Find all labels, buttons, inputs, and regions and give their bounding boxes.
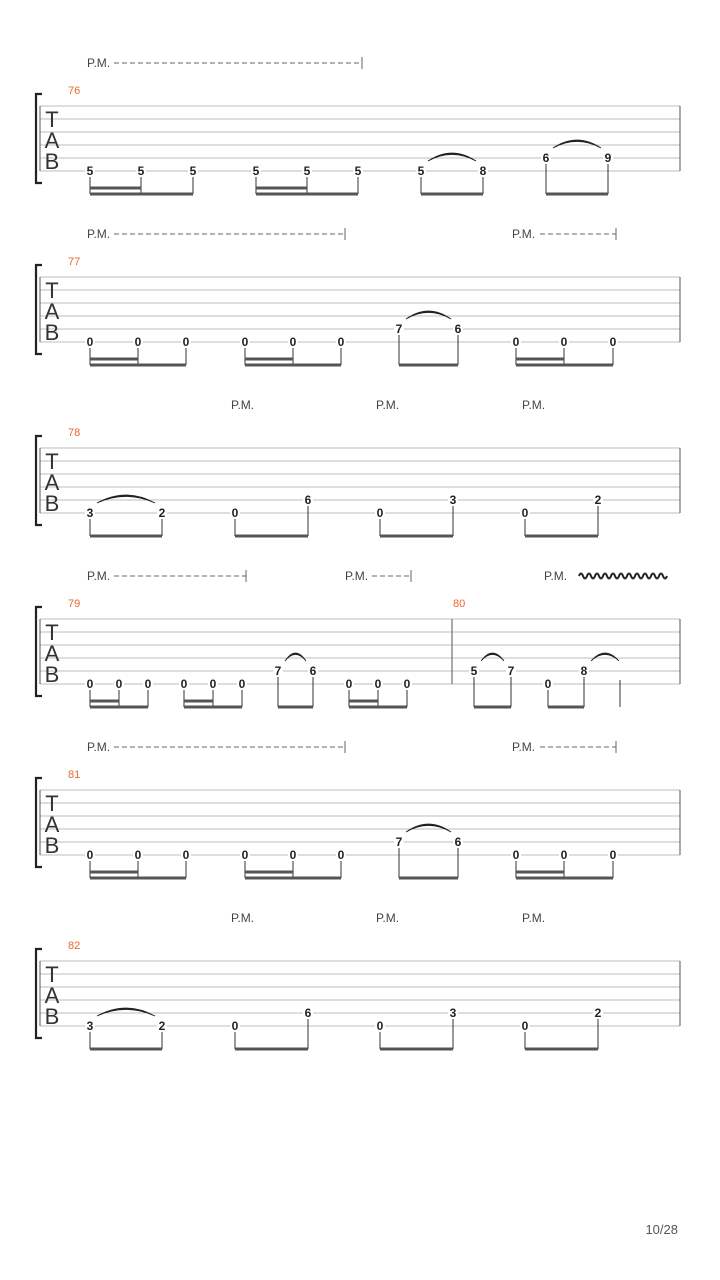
beam-group [85,848,191,878]
slur [553,140,601,148]
tab-clef-b: B [44,320,60,345]
fret-number: 7 [395,835,403,849]
measure-number: 80 [453,598,466,610]
fret-number: 0 [134,848,142,862]
tab-clef-t: T [45,107,59,132]
fret-number: 0 [337,848,345,862]
fret-number: 0 [374,677,382,691]
fret-number: 0 [403,677,411,691]
fret-number: 5 [417,164,425,178]
fret-number: 6 [304,493,312,507]
system-bracket [36,265,42,354]
fret-number: 5 [470,664,478,678]
fret-number: 0 [241,335,249,349]
palm-mute-label: P.M. [345,569,369,583]
tab-clef-a: A [44,812,60,837]
beam-group [230,493,313,536]
palm-mute-label: P.M. [376,911,400,925]
fret-number: 0 [144,677,152,691]
fret-number: 0 [182,848,190,862]
fret-number: 7 [395,322,403,336]
fret-number: 3 [449,1006,457,1020]
fret-number: 8 [479,164,487,178]
fret-number: 0 [376,506,384,520]
beam-group [543,653,620,707]
fret-number: 2 [594,1006,602,1020]
beam-group [375,493,458,536]
fret-number: 6 [309,664,317,678]
fret-number: 9 [604,151,612,165]
fret-number: 0 [241,848,249,862]
tab-system [36,740,680,878]
fret-number: 0 [231,1019,239,1033]
fret-number: 6 [542,151,550,165]
slur [97,495,155,503]
beam-group [85,495,167,536]
measure-number: 81 [68,769,81,781]
palm-mute-label: P.M. [512,740,536,754]
slur [428,153,476,161]
fret-number: 7 [274,664,282,678]
fret-number: 5 [252,164,260,178]
measure-number: 77 [68,256,81,268]
beam-group [394,311,463,365]
tab-clef-t: T [45,278,59,303]
tab-clef-t: T [45,791,59,816]
measure-number: 78 [68,427,81,439]
fret-number: 0 [238,677,246,691]
fret-number: 2 [594,493,602,507]
tab-system [36,227,680,365]
system-bracket [36,436,42,525]
fret-number: 0 [521,506,529,520]
fret-number: 0 [134,335,142,349]
measure-number: 79 [68,598,81,610]
palm-mute-label: P.M. [231,911,255,925]
fret-number: 0 [512,848,520,862]
system-bracket [36,607,42,696]
fret-number: 2 [158,506,166,520]
tab-clef-a: A [44,128,60,153]
tab-clef-b: B [44,1004,60,1029]
fret-number: 7 [507,664,515,678]
fret-number: 0 [560,848,568,862]
beam-group [240,848,346,878]
beam-group [273,653,318,707]
slur [406,311,451,319]
palm-mute-label: P.M. [87,56,111,70]
beam-group [469,653,516,707]
palm-mute-label: P.M. [512,227,536,241]
slur [481,653,504,661]
tab-clef-t: T [45,449,59,474]
tab-clef-b: B [44,662,60,687]
fret-number: 8 [580,664,588,678]
palm-mute-label: P.M. [522,911,546,925]
beam-group [344,677,412,707]
beam-group [520,1006,603,1049]
fret-number: 0 [512,335,520,349]
fret-number: 0 [182,335,190,349]
fret-number: 0 [289,848,297,862]
vibrato-wave [579,574,667,579]
beam-group [394,824,463,878]
fret-number: 5 [189,164,197,178]
fret-number: 0 [86,335,94,349]
tie [591,653,619,661]
beam-group [511,335,618,365]
beam-group [520,493,603,536]
fret-number: 0 [560,335,568,349]
beam-group [416,153,488,194]
tab-clef-a: A [44,641,60,666]
fret-number: 0 [376,1019,384,1033]
fret-number: 3 [449,493,457,507]
fret-number: 6 [454,835,462,849]
fret-number: 0 [86,848,94,862]
beam-group [541,140,613,194]
fret-number: 0 [609,335,617,349]
palm-mute-label: P.M. [87,227,111,241]
slur [97,1008,155,1016]
fret-number: 6 [304,1006,312,1020]
beam-group [230,1006,313,1049]
beam-group [511,848,618,878]
fret-number: 0 [345,677,353,691]
fret-number: 0 [86,677,94,691]
beam-group [85,335,191,365]
palm-mute-label: P.M. [522,398,546,412]
beam-group [85,1008,167,1049]
fret-number: 5 [354,164,362,178]
tab-system [36,56,680,194]
tab-clef-t: T [45,962,59,987]
fret-number: 0 [180,677,188,691]
tab-clef-a: A [44,470,60,495]
fret-number: 0 [337,335,345,349]
slur [285,653,306,661]
tab-clef-a: A [44,983,60,1008]
tab-clef-b: B [44,833,60,858]
slur [406,824,451,832]
fret-number: 3 [86,1019,94,1033]
beam-group [85,677,153,707]
beam-group [85,164,198,194]
fret-number: 0 [115,677,123,691]
page-number: 10/28 [645,1222,678,1237]
palm-mute-label: P.M. [376,398,400,412]
system-bracket [36,949,42,1038]
beam-group [375,1006,458,1049]
beam-group [179,677,247,707]
fret-number: 2 [158,1019,166,1033]
fret-number: 5 [137,164,145,178]
tab-system [36,398,680,536]
palm-mute-label: P.M. [544,569,568,583]
fret-number: 5 [303,164,311,178]
fret-number: 0 [289,335,297,349]
fret-number: 0 [521,1019,529,1033]
palm-mute-label: P.M. [231,398,255,412]
palm-mute-label: P.M. [87,569,111,583]
fret-number: 3 [86,506,94,520]
tab-clef-t: T [45,620,59,645]
tab-system [36,911,680,1049]
tab-system [36,569,680,707]
measure-number: 76 [68,85,81,97]
tab-clef-a: A [44,299,60,324]
tab-clef-b: B [44,149,60,174]
tab-clef-b: B [44,491,60,516]
fret-number: 0 [544,677,552,691]
palm-mute-label: P.M. [87,740,111,754]
system-bracket [36,778,42,867]
fret-number: 6 [454,322,462,336]
fret-number: 0 [231,506,239,520]
beam-group [251,164,363,194]
beam-group [240,335,346,365]
fret-number: 5 [86,164,94,178]
fret-number: 0 [209,677,217,691]
measure-number: 82 [68,940,81,952]
fret-number: 0 [609,848,617,862]
system-bracket [36,94,42,183]
